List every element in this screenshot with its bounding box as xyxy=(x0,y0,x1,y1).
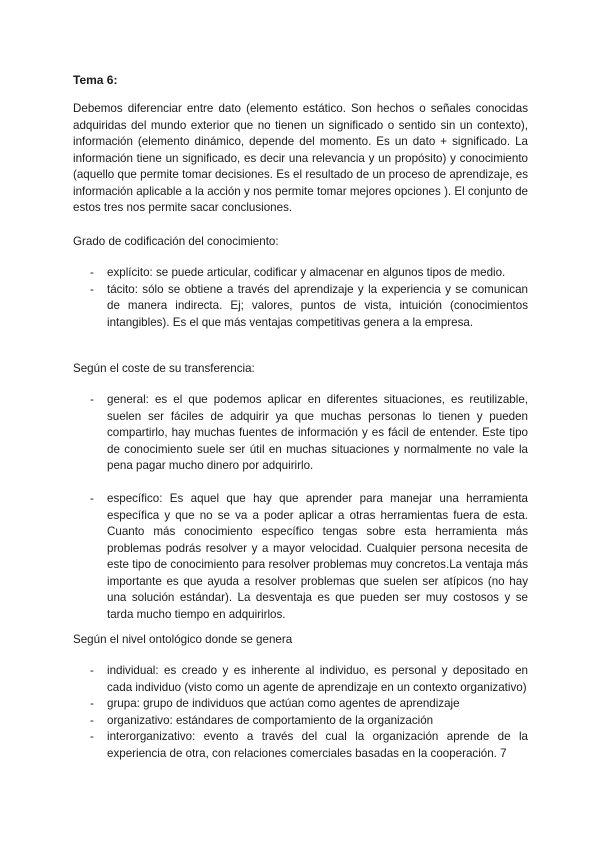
list-item: - organizativo: estándares de comportamiento de la organización xyxy=(73,713,528,730)
list-item: - general: es el que podemos aplicar en diferentes situaciones, es reutilizable, suelen ser fáciles de adquirir ya que muchas personas lo tienen y pueden compartirlo, hay muchas fuentes de información y es fácil de entender. Este tipo de conocimiento suele ser útil en muchas situaciones y normalmente no vale la pena pagar mucho dinero por adquirirlo. xyxy=(73,392,528,475)
list-codificacion xyxy=(73,265,528,331)
section-heading-ontologico: Según el nivel ontológico donde se genera xyxy=(73,633,293,646)
list-item: - grupa: grupo de individuos que actúan como agentes de aprendizaje xyxy=(73,696,528,713)
list-item: - explícito: se puede articular, codificar y almacenar en algunos tipos de medio. xyxy=(73,265,528,282)
page-title: Tema 6: xyxy=(73,73,118,87)
list-item: - tácito: sólo se obtiene a través del aprendizaje y la experiencia y se comunican de manera indirecta. Ej; valores, puntos de vista, intuición (conocimientos intangibles). Es el que más ventajas competitivas genera a la empresa. xyxy=(73,282,528,332)
list-ontologico xyxy=(73,663,528,762)
intro-paragraph: Debemos diferenciar entre dato (elemento estático. Son hechos o señales conocidas adquiridas del mundo exterior que no tienen un significado o sentido sin un contexto), información (elemento dinámico, depende del momento. Es un dato + significado. La información tiene un significado, es decir una relevancia y un propósito) y conocimiento (aquello que permite tomar decisiones. Es el resultado de un proceso de aprendizaje, es información aplicable a la acción y nos permite tomar mejores opciones ). El conjunto de estos tres nos permite sacar conclusiones. xyxy=(73,102,528,214)
list-coste xyxy=(73,392,528,623)
list-item: - individual: es creado y es inherente al individuo, es personal y depositado en cada individuo (visto como un agente de aprendizaje en un contexto organizativo) xyxy=(73,663,528,696)
section-heading-codificacion: Grado de codificación del conocimiento: xyxy=(73,235,279,248)
list-item: - interorganizativo: evento a través del cual la organización aprende de la experiencia de otra, con relaciones comerciales basadas en la cooperación. 7 xyxy=(73,729,528,762)
list-item: - específico: Es aquel que hay que aprender para manejar una herramienta específica y que no se va a poder aplicar a otras herramientas fuera de esta. Cuanto más conocimiento específico tengas sobre esta herramienta más problemas podrás resolver y a mayor velocidad. Cualquier persona necesita de este tipo de conocimiento para resolver problemas muy concretos.La ventaja más importante es que ayuda a resolver problemas que suelen ser atípicos (no hay una solución estándar). La desventaja es que pueden ser muy costosos y se tarda mucho tiempo en adquirirlos. xyxy=(73,491,528,623)
section-heading-coste: Según el coste de su transferencia: xyxy=(73,362,255,375)
